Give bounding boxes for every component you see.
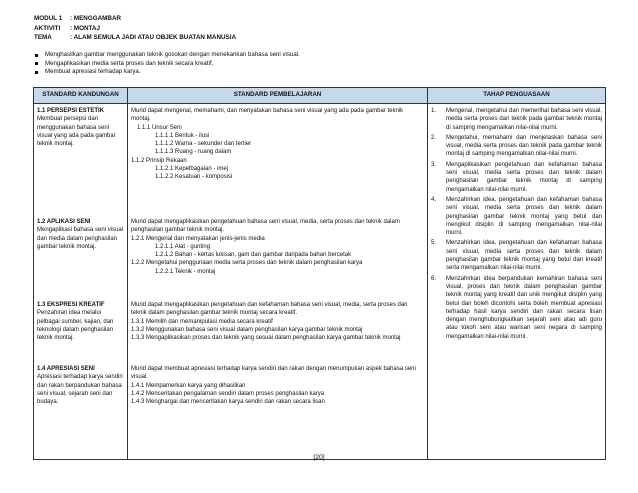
pembelajaran-item: 1.1.1.2 Warna - sekunder dan tertier: [155, 141, 252, 148]
pembelajaran-intro: Murid dapat mengaplikasikan pengetahuan dan kefahaman bahasa seni visual, media, serta proses dan teknik dalam penghasilan gambar teknik montaj secara kreatif.: [131, 302, 408, 317]
objectives-list: [34, 51, 300, 77]
table-header-row: [34, 88, 606, 104]
header-standard-kandungan: STANDARD KANDUNGAN: [34, 88, 128, 104]
tahap-item: [431, 239, 602, 272]
kandungan-1-2: [37, 218, 124, 251]
objective-item: Mengaplikasikan media serta proses dan teknik secara kreatif.: [34, 60, 300, 69]
tahap-text: Menzahirkan idea berpandukan kemahiran bahasa seni visual, proses dan teknik dalam penghasilan gambar teknik montaj yang kreatif dan unik mengikut disiplin yang betul dan boleh dicontohi serta boleh membuat apresiasi terhadap hasil karya sendiri dan rakan secara lisan dengan menghubungkaitkan sejarah seni atau adi guru atau tokoh seni atau warisan seni negara di samping mengamalkan nilai-nilai murni.: [446, 275, 602, 340]
aktiviti-row: [34, 24, 236, 34]
pembelajaran-item: 1.4.1 Mempamerkan karya yang dihasilkan: [131, 382, 246, 389]
kandungan-1-4: [37, 365, 124, 406]
pembelajaran-item: 1.1.2 Prinsip Rekaan: [131, 157, 187, 164]
tahap-text: Mengaplikasikan pengetahuan dan kefahaman bahasa seni visual, media serta proses dan teknik dalam penghasilan gambar teknik montaj di samping mengamalkan nilai-nilai murni.: [446, 161, 602, 193]
tahap-number: 4.: [431, 196, 437, 203]
pembelajaran-intro: Murid dapat membuat apresiasi terhadap karya sendiri dan rakan dengan menumpukan aspek bahasa seni visual.: [131, 366, 416, 381]
pembelajaran-1-4: [131, 365, 424, 406]
pembelajaran-1-3: [131, 301, 424, 342]
modul-row: [34, 14, 236, 24]
pembelajaran-item: 1.3.2 Menggunakan bahasa seni visual dalam penghasilan karya gambar teknik montaj: [131, 326, 363, 333]
header-tahap-penguasaan: TAHAP PENGUASAAN: [428, 88, 606, 104]
tahap-number: 6.: [431, 275, 437, 282]
kandungan-text: Membuat persepsi dan menggunakan bahasa seni visual yang ada pada gambar teknik montaj.: [37, 116, 116, 148]
module-header: [34, 14, 236, 43]
pembelajaran-1-1: [131, 107, 424, 182]
tahap-text: Menzahirkan idea, pengetahuan dan kefahaman bahasa seni visual, media serta proses dan teknik dalam penghasilan gambar teknik montaj yang betul dan mengikut disiplin di samping mengamalkan nilai-nilai murni.: [446, 196, 602, 237]
tahap-text: Menzahirkan idea, pengetahuan dan kefahaman bahasa seni visual, media serta proses dan teknik dalam penghasilan gambar teknik montaj yang betul dan kreatif serta mengamalkan nilai-nilai murni.: [446, 240, 602, 272]
pembelajaran-item: 1.3.1 Memilih dan memanipulasi media secara kreatif: [131, 318, 273, 325]
pembelajaran-item: 1.1.1.1 Bentuk - ilusi: [155, 132, 210, 139]
tahap-number: 3.: [431, 161, 437, 168]
pembelajaran-item: 1.2.1.2 Bahan - kertas lukisan, gam dan gambar daripada bahan bercetak: [155, 252, 352, 259]
standards-table: [33, 87, 606, 460]
tahap-item: [431, 134, 602, 159]
page-number: [20]: [313, 454, 325, 461]
tahap-item: [431, 275, 602, 341]
pembelajaran-cell: [128, 104, 428, 460]
tahap-list: [431, 107, 602, 343]
tahap-item: [431, 107, 602, 132]
tahap-number: 5.: [431, 240, 437, 247]
kandungan-text: Mengaplikasi bahasa seni visual dan media dalam penghasilan gambar teknik montaj.: [37, 227, 124, 250]
modul-label: MODUL 1: [34, 15, 63, 22]
kandungan-title: 1.2 APLIKASI SENI: [37, 219, 91, 225]
pembelajaran-intro: Murid dapat mengaplikasikan pengetahuan bahasa seni visual, media, serta proses dan teknik dalam penghasilan gambar teknik montaj.: [131, 219, 400, 234]
kandungan-title: 1.1 PERSEPSI ESTETIK: [37, 108, 105, 114]
pembelajaran-1-2: [131, 218, 424, 276]
aktiviti-label: AKTIVITI: [34, 24, 61, 32]
pembelajaran-item: 1.2.1.1 Alat - gunting: [155, 243, 211, 250]
pembelajaran-item: 1.1.1.3 Ruang - ruang dalam: [155, 149, 232, 156]
tahap-text: Mengenal, mengetahui dan memerihal bahasa seni visual, media serta proses dan teknik pada gambar teknik montaj di samping mengamalkan nilai-nilai murni.: [446, 108, 602, 131]
kandungan-text: Penzahiran idea melalui pelbagai sumber, kajian, dan teknologi dalam penghasilan teknik montaj.: [37, 310, 114, 342]
pembelajaran-item: 1.4.2 Menceritakan pengalaman sendiri dalam proses penghasilan karya: [131, 390, 325, 397]
aktiviti-value: : MONTAJ: [70, 24, 100, 32]
kandungan-title: 1.4 APRESIASI SENI: [37, 366, 95, 372]
kandungan-1-1: [37, 107, 124, 148]
pembelajaran-item: 1.4.3 Menghargai dan menceritakan karya sendiri dan rakan secara lisan: [131, 399, 325, 406]
pembelajaran-item: 1.1.2.2 Kesatuan - komposisi: [155, 174, 233, 181]
tema-label: TEMA: [34, 34, 52, 42]
pembelajaran-item: 1.1.2.1 Kepelbagaian - imej: [155, 166, 229, 173]
tahap-item: [431, 161, 602, 194]
pembelajaran-item: 1.1.1 Unsur Seni: [137, 124, 182, 131]
tahap-number: 2.: [431, 134, 437, 141]
table-row: [34, 104, 606, 460]
objective-item: Menghasilkan gambar menggunakan teknik gosokan dengan menekankan bahasa seni visual.: [34, 51, 300, 60]
pembelajaran-intro: Murid dapat mengenal, memahami, dan menyatakan bahasa seni visual yang ada pada gambar teknik montaj.: [131, 108, 404, 123]
tahap-cell: [428, 104, 606, 460]
pembelajaran-item: 1.2.2.1 Teknik - montaj: [155, 268, 216, 275]
pembelajaran-item: 1.2.2 Mengetahui penggunaan media serta proses dan teknik dalam penghasilan karya: [131, 260, 363, 267]
kandungan-1-3: [37, 301, 124, 342]
tema-value: : ALAM SEMULA JADI ATAU OBJEK BUATAN MANUSIA: [70, 34, 237, 42]
kandungan-text: Apresiasi terhadap karya sendiri dan rakan berpandukan bahasa seni visual, sejarah seni dan budaya.: [37, 374, 123, 406]
pembelajaran-item: 1.2.1 Mengenal dan menyatakan jenis-jenis media: [131, 235, 265, 242]
header-standard-pembelajaran: STANDARD PEMBELAJARAN: [128, 88, 428, 104]
modul-value: : MENGGAMBAR: [70, 15, 122, 22]
kandungan-title: 1.3 EKSPRESI KREATIF: [37, 302, 105, 308]
kandungan-cell: [34, 104, 128, 460]
tahap-number: 1.: [431, 108, 437, 114]
tema-row: [34, 33, 236, 43]
pembelajaran-item: 1.3.3 Mengaplikasikan proses dan teknik yang sesuai dalam penghasilan karya gambar teknik montaj: [131, 335, 401, 342]
tahap-text: Mengetahui, memahami dan menjelaskan bahasa seni visual, media serta proses dan teknik pada gambar teknik montaj di samping mengamalkan nilai-nilai murni.: [446, 134, 602, 158]
tahap-item: [431, 196, 602, 237]
objective-item: Membuat apresiasi terhadap karya.: [34, 68, 300, 77]
